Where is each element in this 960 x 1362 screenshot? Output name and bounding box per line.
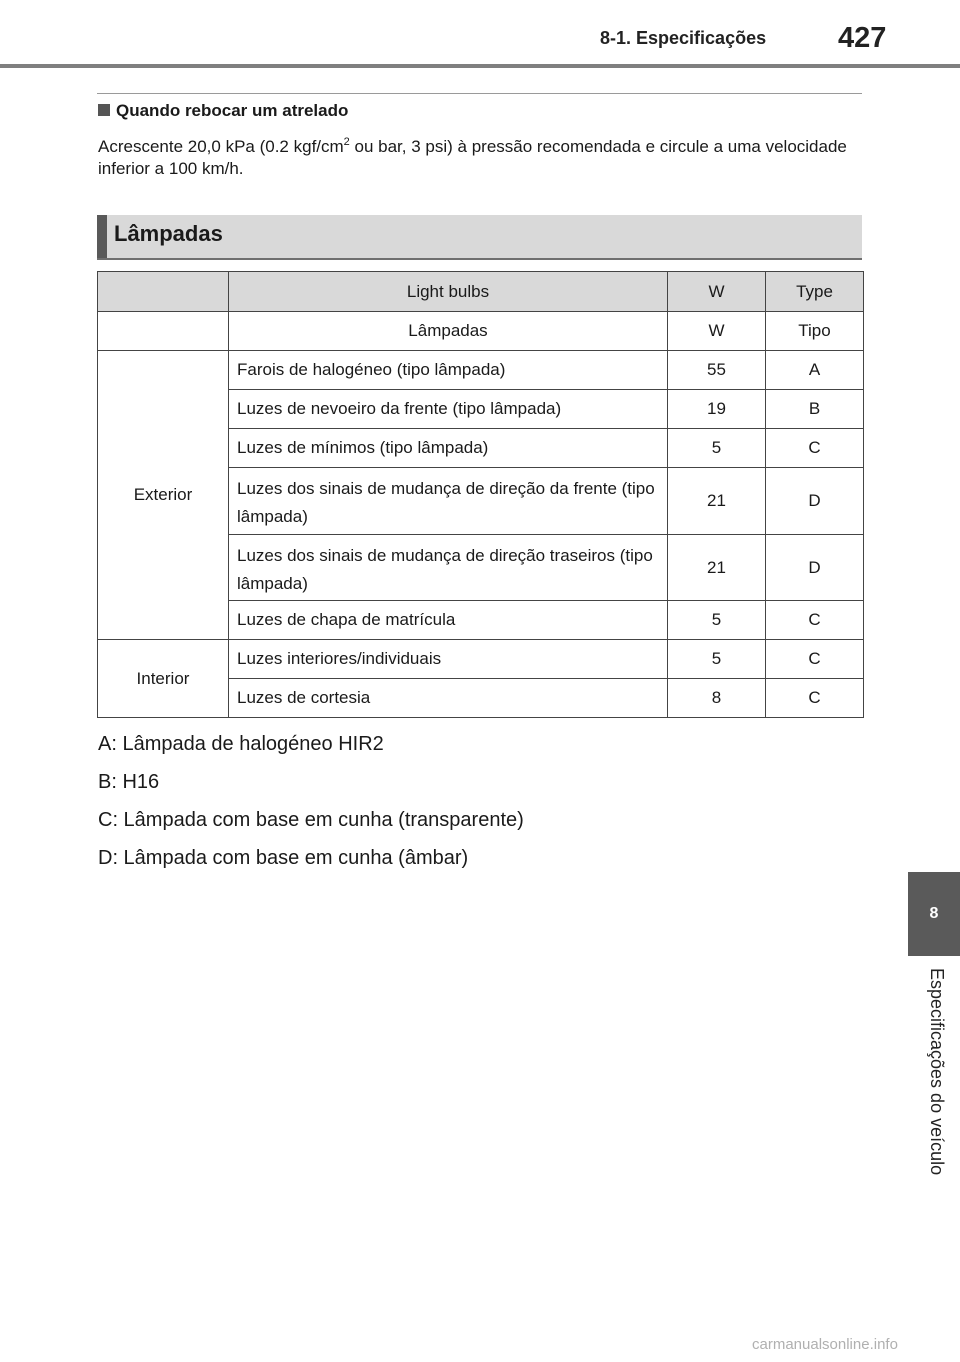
watermark: carmanualsonline.info [752,1336,898,1353]
content-divider [97,93,862,94]
bulb-description: Luzes de nevoeiro da frente (tipo lâmpada) [229,390,668,429]
square-bullet-icon [98,104,110,116]
bulb-description: Luzes de cortesia [229,679,668,718]
table-row [98,640,864,679]
bulb-type: C [766,429,864,468]
towing-paragraph [98,136,868,180]
bulb-type: D [766,468,864,535]
bulb-wattage: 8 [668,679,766,718]
bulb-wattage: 5 [668,601,766,640]
bulb-description: Luzes de chapa de matrícula [229,601,668,640]
bulb-type: B [766,390,864,429]
bulb-type: C [766,640,864,679]
bulb-wattage: 21 [668,468,766,535]
bulb-description: Luzes de mínimos (tipo lâmpada) [229,429,668,468]
legend-item: C: Lâmpada com base em cunha (transparente) [98,809,524,831]
group-label: Interior [98,640,229,718]
subheader-cell: W [668,312,766,351]
subheader-cell: Tipo [766,312,864,351]
section-bar-accent [97,215,107,258]
towing-heading [98,101,348,121]
bulbs-table [97,271,864,718]
bulb-wattage: 5 [668,640,766,679]
bulb-wattage: 5 [668,429,766,468]
header-cell: Light bulbs [229,272,668,312]
bulb-description: Luzes interiores/individuais [229,640,668,679]
bulb-type-legend [98,729,524,881]
bulb-description: Farois de halogéneo (tipo lâmpada) [229,351,668,390]
table-subheader-row [98,312,864,351]
chapter-tab[interactable]: 8 [908,872,960,956]
bulb-wattage: 21 [668,535,766,601]
bulb-wattage: 55 [668,351,766,390]
chapter-label: Especificações do veículo [927,968,947,1176]
legend-item: B: H16 [98,771,160,793]
section-bar [97,215,862,260]
legend-item: D: Lâmpada com base em cunha (âmbar) [98,847,469,869]
group-label: Exterior [98,351,229,640]
bulb-type: C [766,601,864,640]
bulb-type: A [766,351,864,390]
superscript: 2 [343,136,350,148]
legend-item: A: Lâmpada de halogéneo HIR2 [98,733,384,755]
bulb-type: D [766,535,864,601]
table-header-row [98,272,864,312]
section-bar-title: Lâmpadas [114,221,223,246]
header-empty-cell [98,272,229,312]
towing-text-start: Acrescente 20,0 kPa (0.2 kgf/cm [98,137,344,156]
header-divider [0,64,960,68]
bulb-description: Luzes dos sinais de mudança de direção traseiros (tipo lâmpada) [229,535,668,601]
header-cell: Type [766,272,864,312]
bulb-type: C [766,679,864,718]
bulb-description: Luzes dos sinais de mudança de direção da frente (tipo lâmpada) [229,468,668,535]
bulb-wattage: 19 [668,390,766,429]
subheader-empty-cell [98,312,229,351]
towing-text-end: ou bar, 3 psi) à pressão recomendada e circule a uma velocidade inferior a 100 km/h. [98,137,847,178]
towing-heading-text: Quando rebocar um atrelado [116,101,349,120]
table-row [98,351,864,390]
section-title: 8-1. Especificações [600,28,767,48]
page-number: 427 [838,22,887,54]
subheader-cell: Lâmpadas [229,312,668,351]
header-cell: W [668,272,766,312]
